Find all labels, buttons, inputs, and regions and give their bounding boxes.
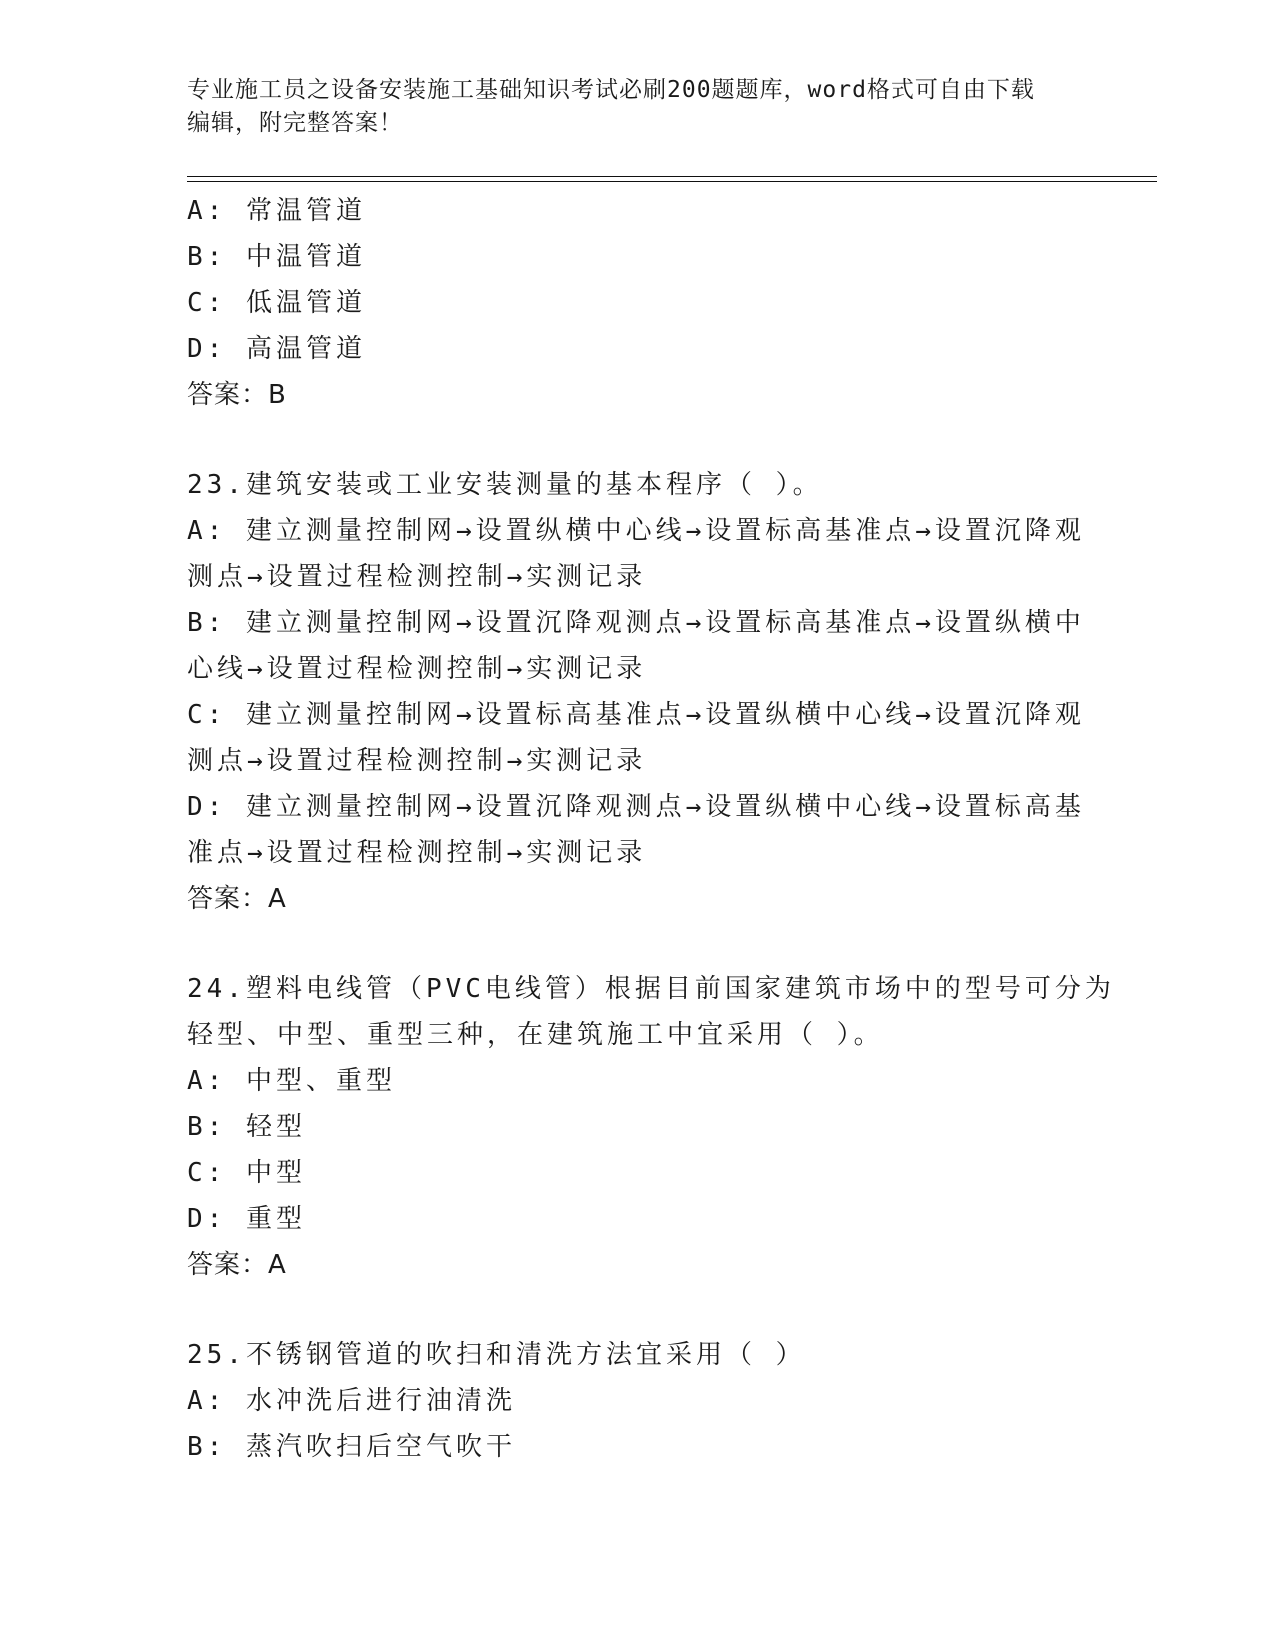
answer-line: 答案：A [187, 1250, 287, 1280]
question-25 [187, 1332, 1087, 1470]
option-a: A: 水冲洗后进行油清洗 [187, 1386, 516, 1416]
question-24 [187, 966, 1115, 1288]
answer-line: 答案：A [187, 884, 287, 914]
option-d: D: 重型 [187, 1204, 306, 1234]
option-c: C: 低温管道 [187, 288, 366, 318]
question-22 [187, 188, 1087, 418]
question-text-line-2: 轻型、中型、重型三种，在建筑施工中宜采用（ ）。 [187, 1020, 884, 1050]
document-header [187, 74, 1087, 140]
option-b: B: 中温管道 [187, 242, 366, 272]
option-c-line-1: C: 建立测量控制网→设置标高基准点→设置纵横中心线→设置沉降观 [187, 700, 1085, 730]
option-b: B: 蒸汽吹扫后空气吹干 [187, 1432, 516, 1462]
option-b-line-1: B: 建立测量控制网→设置沉降观测点→设置标高基准点→设置纵横中 [187, 608, 1085, 638]
option-b: B: 轻型 [187, 1112, 306, 1142]
option-a: A: 常温管道 [187, 196, 366, 226]
option-a-line-2: 测点→设置过程检测控制→实测记录 [187, 562, 647, 592]
option-b-line-2: 心线→设置过程检测控制→实测记录 [187, 654, 647, 684]
option-a-line-1: A: 建立测量控制网→设置纵横中心线→设置标高基准点→设置沉降观 [187, 516, 1085, 546]
option-c-line-2: 测点→设置过程检测控制→实测记录 [187, 746, 647, 776]
question-list [187, 188, 1115, 1470]
option-d-line-2: 准点→设置过程检测控制→实测记录 [187, 838, 647, 868]
option-d: D: 高温管道 [187, 334, 366, 364]
option-a: A: 中型、重型 [187, 1066, 396, 1096]
answer-line: 答案：B [187, 380, 287, 410]
option-c: C: 中型 [187, 1158, 306, 1188]
header-divider-top [187, 176, 1157, 177]
header-line-2: 编辑，附完整答案！ [187, 110, 403, 136]
option-d-line-1: D: 建立测量控制网→设置沉降观测点→设置纵横中心线→设置标高基 [187, 792, 1085, 822]
question-text: 25.不锈钢管道的吹扫和清洗方法宜采用（ ） [187, 1340, 806, 1370]
question-23 [187, 462, 1087, 922]
question-text-line-1: 24.塑料电线管（PVC电线管）根据目前国家建筑市场中的型号可分为 [187, 974, 1115, 1004]
header-line-1: 专业施工员之设备安装施工基础知识考试必刷200题题库，word格式可自由下载 [187, 77, 1035, 103]
question-text: 23.建筑安装或工业安装测量的基本程序（ ）。 [187, 470, 823, 500]
header-divider-bottom [187, 181, 1157, 182]
